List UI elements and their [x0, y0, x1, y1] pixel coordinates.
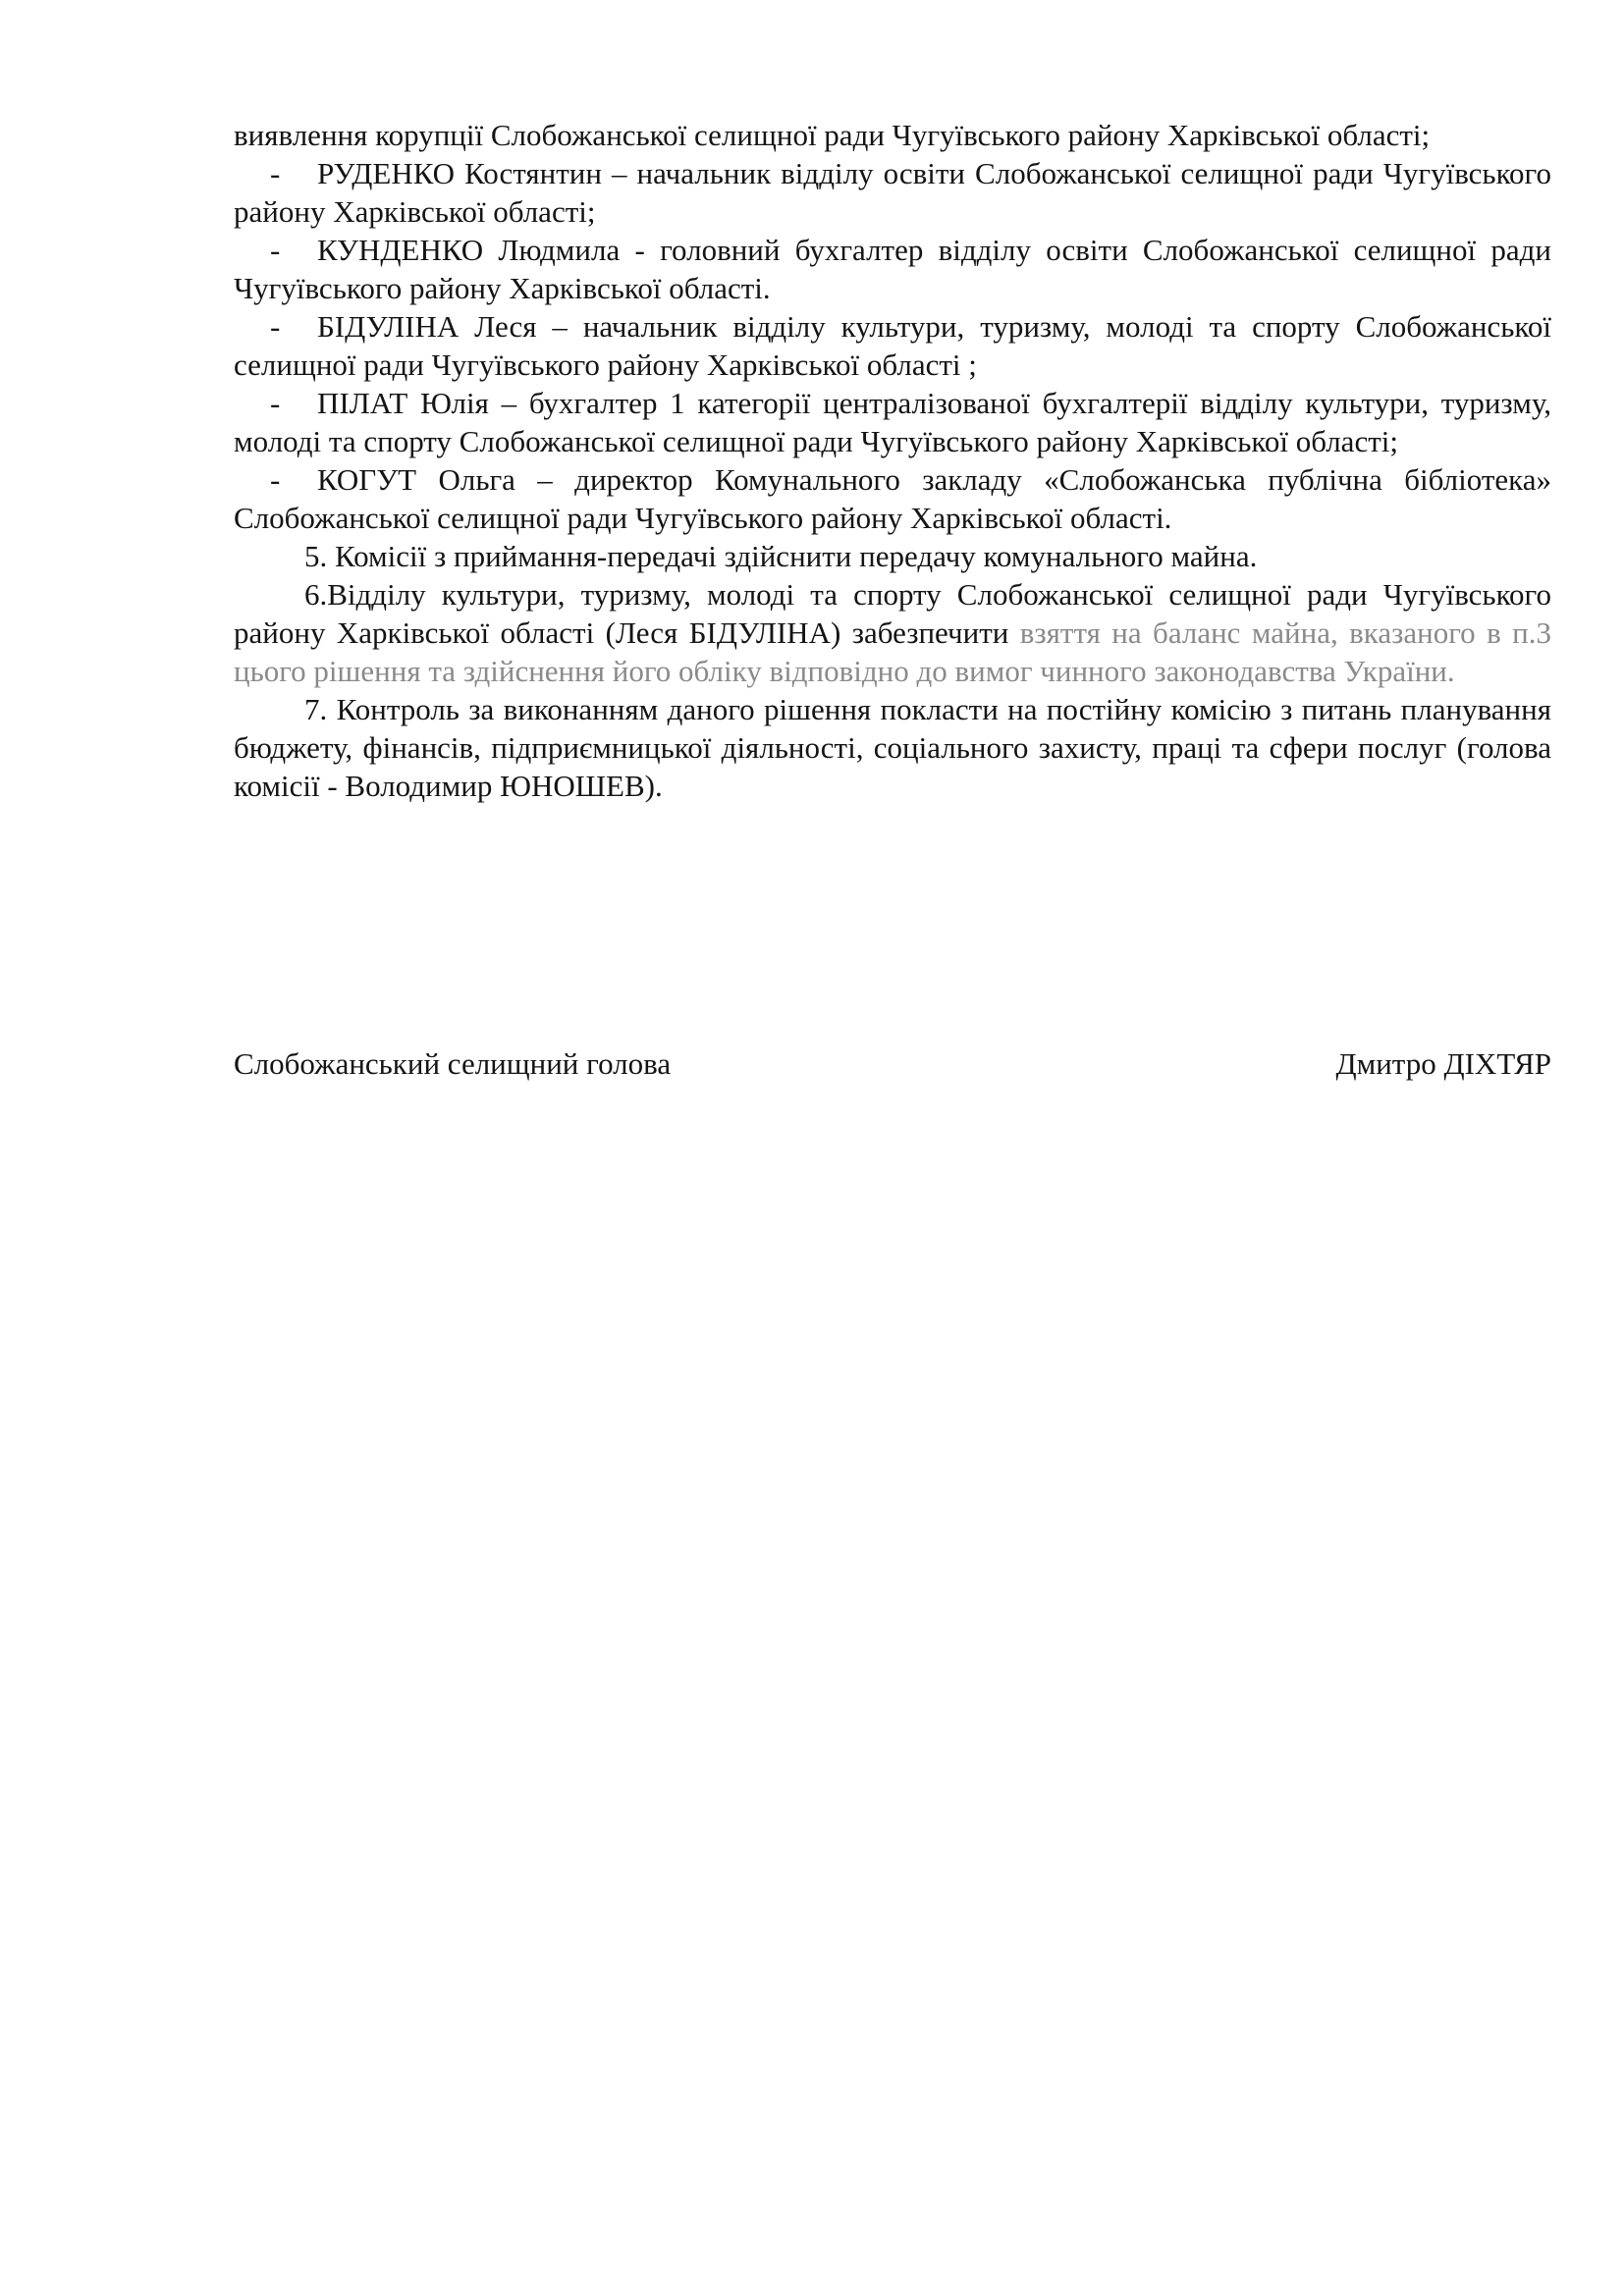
list-item [234, 384, 1551, 460]
commission-members-list [234, 154, 1551, 537]
list-dash: - [270, 386, 281, 420]
list-item-text: КОГУТ Ольга – директор Комунального закладу «Слобожанська публічна бібліотека» Слобожанської селищної ради Чугуївського району Харківської області. [234, 462, 1551, 535]
list-item-text: ПІЛАТ Юлія – бухгалтер 1 категорії централізованої бухгалтерії відділу культури, туризму, молоді та спорту Слобожанської селищної ради Чугуївського району Харківської області; [234, 386, 1551, 458]
decision-item-7: 7. Контроль за виконанням даного рішення покласти на постійну комісію з питань планування бюджету, фінансів, підприємницької діяльності, соціального захисту, праці та сфери послуг (голова комісії - Володимир ЮНОШЕВ). [234, 692, 1551, 803]
list-item [234, 307, 1551, 384]
list-dash: - [270, 462, 281, 497]
intro-line: виявлення корупції Слобожанської селищної ради Чугуївського району Харківської області; [234, 118, 1431, 152]
list-item-text: КУНДЕНКО Людмила - головний бухгалтер відділу освіти Слобожанської селищної ради Чугуївського району Харківської області. [234, 233, 1551, 305]
list-dash: - [270, 309, 281, 344]
list-dash: - [270, 156, 281, 190]
list-item-text: БІДУЛІНА Леся – начальник відділу культури, туризму, молоді та спорту Слобожанської селищної ради Чугуївського району Харківської області ; [234, 309, 1551, 382]
signatory-position: Слобожанський селищний голова [234, 1046, 672, 1081]
signatory-name: Дмитро ДІХТЯР [1335, 1046, 1551, 1081]
list-dash: - [270, 233, 281, 267]
list-item [234, 154, 1551, 231]
decision-item-6-muted-text: взяття на баланс майна, вказаного в п.3 цього рішення та здійснення його обліку відповідно до вимог чинного законодавства України. [234, 615, 1551, 688]
document-body [234, 116, 1551, 805]
list-item-text: РУДЕНКО Костянтин – начальник відділу освіти Слобожанської селищної ради Чугуївського району Харківської області; [234, 156, 1551, 229]
list-item [234, 460, 1551, 537]
decision-item-5: 5. Комісії з приймання-передачі здійснити передачу комунального майна. [304, 539, 1258, 573]
decision-item-6-text: 6.Відділу культури, туризму, молоді та спорту Слобожанської селищної ради Чугуївського району Харківської області (Леся БІДУЛІНА) забезпечити [234, 577, 1551, 650]
list-item [234, 231, 1551, 307]
decision-item-6 [234, 575, 1551, 690]
